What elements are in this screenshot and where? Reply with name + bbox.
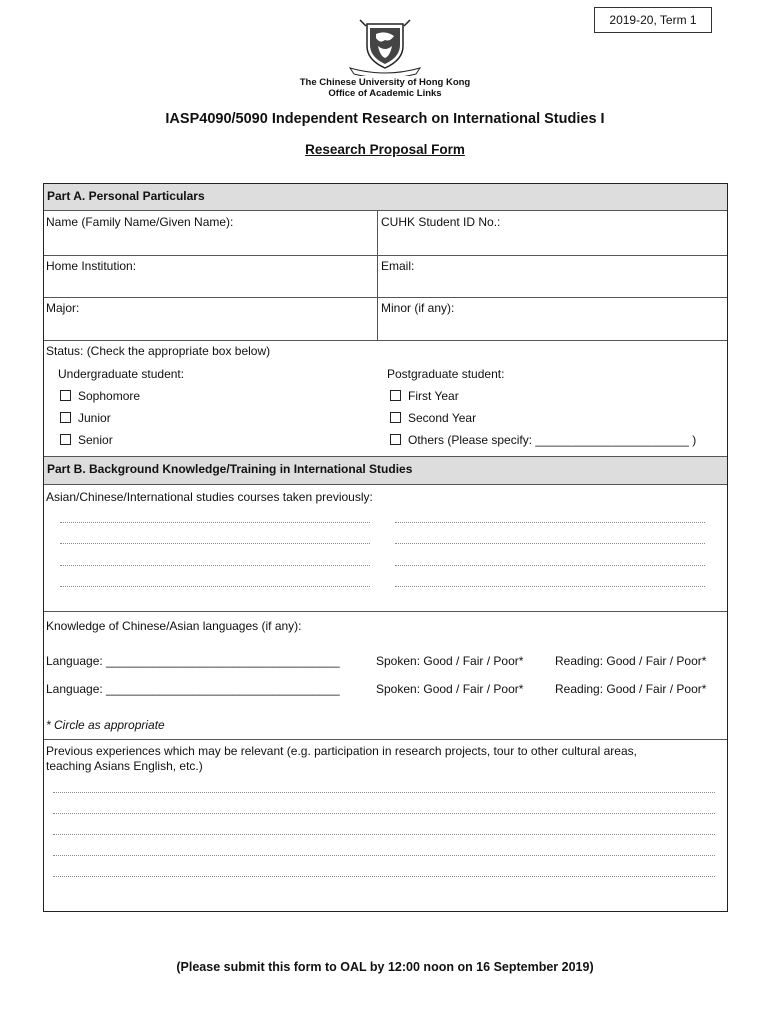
checkbox-icon[interactable]: [60, 412, 71, 423]
language-field[interactable]: Language: ___________________________________: [46, 682, 340, 696]
divider: [44, 297, 727, 298]
answer-line[interactable]: [395, 543, 705, 544]
option-label: Others (Please specify: _______________________ ): [408, 433, 697, 447]
answer-line[interactable]: [395, 522, 705, 523]
answer-line[interactable]: [395, 565, 705, 566]
term-badge: 2019-20, Term 1: [594, 7, 712, 33]
checkbox-icon[interactable]: [390, 434, 401, 445]
answer-line[interactable]: [53, 813, 715, 814]
status-label: Status: (Check the appropriate box below): [46, 344, 271, 358]
submission-note: (Please submit this form to OAL by 12:00 noon on 16 September 2019): [176, 960, 594, 974]
form-title-wrap: [0, 142, 770, 157]
divider: [44, 739, 727, 740]
answer-line[interactable]: [53, 792, 715, 793]
form-title: Research Proposal Form: [305, 142, 465, 157]
email-label: Email:: [381, 259, 415, 273]
option-label: Sophomore: [78, 389, 141, 403]
courses-label: Asian/Chinese/International studies courses taken previously:: [46, 490, 373, 504]
checkbox-senior[interactable]: [60, 433, 113, 447]
experience-label-cont: teaching Asians English, etc.): [46, 759, 203, 773]
answer-line[interactable]: [395, 586, 705, 587]
circle-note: * Circle as appropriate: [46, 718, 165, 732]
office-name: Office of Academic Links: [328, 88, 442, 99]
checkbox-icon[interactable]: [390, 390, 401, 401]
answer-line[interactable]: [53, 876, 715, 877]
checkbox-sophomore[interactable]: [60, 389, 140, 403]
experience-label: Previous experiences which may be relevant (e.g. participation in research projects, tour to other cultural areas,: [46, 744, 637, 758]
postgrad-label: Postgraduate student:: [387, 367, 505, 381]
divider: [44, 611, 727, 612]
answer-line[interactable]: [53, 855, 715, 856]
minor-label: Minor (if any):: [381, 301, 455, 315]
answer-line[interactable]: [60, 543, 370, 544]
option-label: Junior: [78, 411, 111, 425]
option-label: Senior: [78, 433, 113, 447]
checkbox-first-year[interactable]: [390, 389, 459, 403]
answer-line[interactable]: [60, 586, 370, 587]
option-label: Second Year: [408, 411, 477, 425]
option-label: First Year: [408, 389, 459, 403]
answer-line[interactable]: [60, 522, 370, 523]
student-id-label: CUHK Student ID No.:: [381, 215, 501, 229]
university-crest-logo: [340, 16, 430, 76]
university-name: The Chinese University of Hong Kong: [299, 77, 471, 88]
undergrad-label: Undergraduate student:: [58, 367, 185, 381]
answer-line[interactable]: [60, 565, 370, 566]
part-b-header: Part B. Background Knowledge/Training in International Studies: [44, 456, 727, 485]
column-divider: [377, 211, 378, 340]
checkbox-others[interactable]: [390, 433, 696, 447]
checkbox-icon[interactable]: [60, 390, 71, 401]
checkbox-second-year[interactable]: [390, 411, 476, 425]
divider: [44, 255, 727, 256]
proposal-form: [43, 183, 728, 912]
home-institution-label: Home Institution:: [46, 259, 137, 273]
divider: [44, 340, 727, 341]
reading-rating[interactable]: Reading: Good / Fair / Poor*: [555, 682, 707, 696]
course-title: IASP4090/5090 Independent Research on International Studies I: [165, 111, 605, 127]
reading-rating[interactable]: Reading: Good / Fair / Poor*: [555, 654, 707, 668]
spoken-rating[interactable]: Spoken: Good / Fair / Poor*: [376, 654, 524, 668]
checkbox-icon[interactable]: [60, 434, 71, 445]
spoken-rating[interactable]: Spoken: Good / Fair / Poor*: [376, 682, 524, 696]
major-label: Major:: [46, 301, 80, 315]
answer-line[interactable]: [53, 834, 715, 835]
checkbox-icon[interactable]: [390, 412, 401, 423]
language-field[interactable]: Language: ___________________________________: [46, 654, 340, 668]
languages-label: Knowledge of Chinese/Asian languages (if any):: [46, 619, 302, 633]
checkbox-junior[interactable]: [60, 411, 111, 425]
name-label: Name (Family Name/Given Name):: [46, 215, 234, 229]
part-a-header: Part A. Personal Particulars: [44, 184, 727, 211]
